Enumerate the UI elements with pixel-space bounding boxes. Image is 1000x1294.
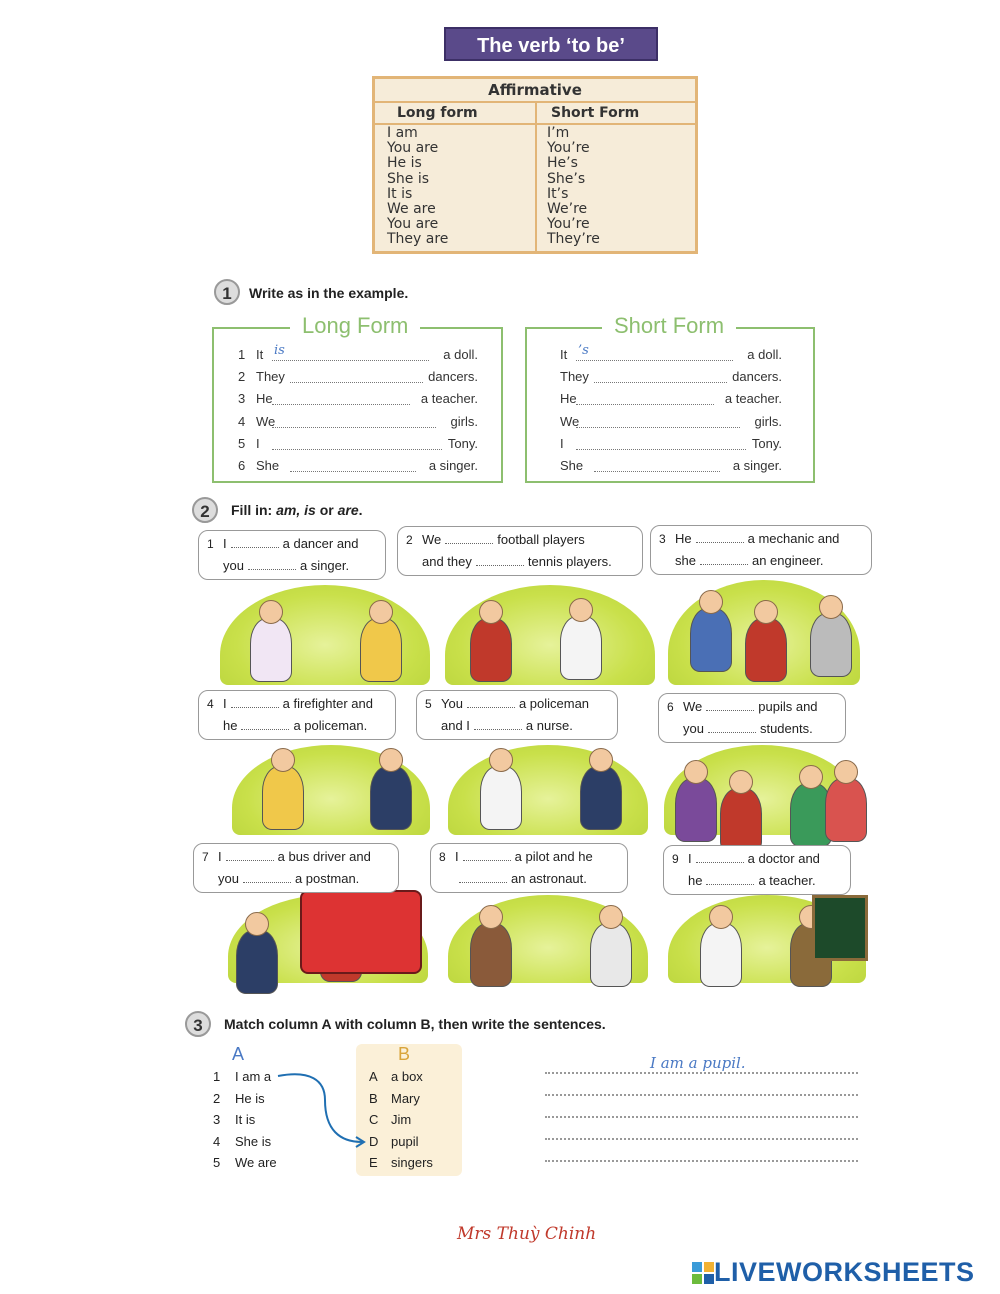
cartoon-figure bbox=[590, 923, 632, 987]
answer-blank[interactable] bbox=[476, 553, 524, 566]
row-ending: a doll. bbox=[747, 347, 782, 362]
item-text: Jim bbox=[391, 1112, 412, 1128]
item-number: 3 bbox=[213, 1112, 221, 1128]
cartoon-head bbox=[834, 760, 858, 784]
cartoon-head bbox=[589, 748, 613, 772]
grammar-table bbox=[372, 76, 698, 254]
bubble-text: We bbox=[422, 532, 442, 547]
bubble-text: students. bbox=[759, 721, 813, 736]
row-subject: She bbox=[560, 458, 584, 473]
row-subject: He bbox=[560, 391, 577, 407]
long-form-entry: You are bbox=[387, 140, 439, 157]
long-form-entry: I am bbox=[387, 125, 418, 141]
cartoon-head bbox=[819, 595, 843, 619]
answer-line-4[interactable] bbox=[545, 1137, 858, 1140]
bubble-text: a singer. bbox=[299, 558, 350, 573]
cartoon-figure bbox=[470, 618, 512, 682]
row-ending: a singer. bbox=[428, 458, 478, 473]
short-form-row bbox=[560, 436, 782, 451]
cartoon-figure bbox=[480, 766, 522, 830]
speech-bubble bbox=[430, 843, 628, 893]
exercise-2-number: 2 bbox=[192, 497, 218, 523]
column-a-item bbox=[213, 1131, 271, 1153]
bubble-number: 6 bbox=[667, 700, 674, 714]
short-form-entry: It’s bbox=[547, 185, 569, 202]
answer-blank[interactable] bbox=[445, 531, 493, 544]
bubble-text: a doctor and bbox=[747, 851, 820, 866]
long-form-blank[interactable] bbox=[272, 436, 442, 450]
bubble-line-2 bbox=[439, 868, 619, 890]
cartoon-head bbox=[754, 600, 778, 624]
short-form-entry: You’re bbox=[547, 140, 590, 157]
answer-blank[interactable] bbox=[467, 695, 515, 708]
short-form-entry: He’s bbox=[547, 155, 578, 172]
short-form-entry: We’re bbox=[547, 201, 588, 218]
bubble-line-1 bbox=[207, 533, 377, 555]
cartoon-head bbox=[245, 912, 269, 936]
bubble-line-2 bbox=[425, 715, 609, 737]
cartoon-head bbox=[569, 598, 593, 622]
short-form-blank[interactable] bbox=[594, 458, 720, 472]
short-form-blank[interactable] bbox=[576, 414, 740, 428]
column-b-item bbox=[369, 1066, 423, 1088]
bubble-line-2 bbox=[667, 718, 837, 740]
short-form-row bbox=[560, 458, 782, 473]
bubble-line-1 bbox=[659, 528, 863, 550]
brand-name: LIVEWORKSHEETS bbox=[714, 1257, 975, 1287]
row-ending: girls. bbox=[754, 413, 782, 429]
row-subject: They bbox=[256, 369, 285, 385]
column-a-item bbox=[213, 1152, 277, 1174]
cartoon-head bbox=[684, 760, 708, 784]
answer-blank[interactable] bbox=[696, 530, 744, 543]
speech-bubble bbox=[416, 690, 618, 740]
item-number: 5 bbox=[213, 1155, 221, 1171]
long-form-entry: It is bbox=[387, 185, 413, 202]
cartoon-figure bbox=[470, 923, 512, 987]
cartoon-head bbox=[729, 770, 753, 794]
bubble-line-2 bbox=[659, 550, 863, 572]
bubble-text: you bbox=[218, 871, 239, 886]
item-letter: E bbox=[369, 1155, 378, 1171]
cartoon-figure bbox=[690, 608, 732, 672]
bubble-line-1 bbox=[672, 848, 842, 870]
bubble-text: football players bbox=[497, 532, 585, 547]
row-ending: a doll. bbox=[443, 347, 478, 362]
bubble-text: I bbox=[223, 536, 227, 551]
bus-illustration bbox=[300, 890, 422, 974]
answer-blank[interactable] bbox=[463, 848, 511, 861]
row-ending: a singer. bbox=[732, 458, 782, 473]
cartoon-figure bbox=[675, 778, 717, 842]
cartoon-head bbox=[479, 600, 503, 624]
exercise-3-instruction: Match column A with column B, then write the sentences. bbox=[224, 1016, 606, 1032]
answer-text: is bbox=[274, 343, 285, 358]
speech-bubble bbox=[198, 530, 386, 580]
row-number: 4 bbox=[238, 413, 246, 429]
brand-logo bbox=[692, 1257, 975, 1288]
speech-bubble bbox=[397, 526, 643, 576]
answer-blank[interactable] bbox=[459, 870, 507, 883]
answer-line-5[interactable] bbox=[545, 1159, 858, 1162]
long-form-blank[interactable] bbox=[272, 391, 410, 405]
row-subject: We bbox=[256, 413, 276, 429]
row-subject: I bbox=[256, 435, 260, 451]
short-form-column bbox=[547, 126, 600, 248]
bubble-text: pupils and bbox=[758, 699, 818, 714]
answer-blank[interactable] bbox=[226, 848, 274, 861]
long-form-row bbox=[238, 458, 478, 473]
chalkboard bbox=[812, 895, 868, 961]
long-form-entry: You are bbox=[387, 216, 439, 233]
cartoon-figure bbox=[370, 766, 412, 830]
long-form-blank[interactable] bbox=[272, 414, 436, 428]
answer-blank[interactable] bbox=[248, 557, 296, 570]
instruction-end: . bbox=[358, 502, 363, 518]
long-form-column bbox=[387, 126, 448, 248]
example-answer: I am a pupil. bbox=[650, 1054, 746, 1072]
bubble-text: she bbox=[675, 553, 696, 568]
answer-blank[interactable] bbox=[231, 695, 279, 708]
bubble-text: I bbox=[455, 849, 459, 864]
row-ending: girls. bbox=[450, 413, 478, 429]
cartoon-figure bbox=[810, 613, 852, 677]
answer-blank[interactable] bbox=[706, 698, 754, 711]
speech-bubble bbox=[193, 843, 399, 893]
bubble-text: a policeman. bbox=[293, 718, 368, 733]
cartoon-head bbox=[709, 905, 733, 929]
bubble-line-2 bbox=[207, 715, 387, 737]
item-text: singers bbox=[391, 1155, 433, 1171]
cartoon-head bbox=[479, 905, 503, 929]
bubble-text: You bbox=[441, 696, 463, 711]
bubble-line-2 bbox=[202, 868, 390, 890]
short-form-blank[interactable] bbox=[576, 391, 714, 405]
column-a-item bbox=[213, 1088, 265, 1110]
liveworksheets-logo-icon bbox=[692, 1262, 714, 1284]
short-form-entry: They’re bbox=[547, 231, 600, 248]
bubble-text: a pilot and he bbox=[514, 849, 593, 864]
long-form-title: Long Form bbox=[290, 313, 420, 339]
bubble-text: and I bbox=[441, 718, 470, 733]
column-a-item bbox=[213, 1109, 255, 1131]
table-header-affirmative: Affirmative bbox=[375, 79, 695, 103]
bubble-text: tennis players. bbox=[527, 554, 612, 569]
bubble-line-1 bbox=[207, 693, 387, 715]
bubble-text: He bbox=[675, 531, 692, 546]
column-b-label: B bbox=[398, 1044, 411, 1064]
bubble-number: 3 bbox=[659, 532, 666, 546]
short-form-title: Short Form bbox=[602, 313, 736, 339]
cartoon-figure bbox=[360, 618, 402, 682]
bubble-number: 9 bbox=[672, 852, 679, 866]
answer-blank[interactable] bbox=[241, 717, 289, 730]
long-form-entry: They are bbox=[387, 231, 449, 248]
cartoon-figure bbox=[745, 618, 787, 682]
answer-blank[interactable] bbox=[474, 717, 522, 730]
row-subject: I bbox=[560, 435, 564, 451]
cartoon-head bbox=[699, 590, 723, 614]
item-letter: B bbox=[369, 1090, 378, 1106]
row-subject: We bbox=[560, 413, 580, 429]
exercise-2-instruction bbox=[231, 502, 363, 518]
answer-line-2[interactable] bbox=[545, 1093, 858, 1096]
exercise-1-instruction: Write as in the example. bbox=[249, 285, 409, 301]
answer-blank[interactable] bbox=[696, 850, 744, 863]
row-subject: He bbox=[256, 391, 273, 407]
cartoon-head bbox=[259, 600, 283, 624]
bubble-text: a dancer and bbox=[282, 536, 359, 551]
short-form-blank[interactable] bbox=[594, 369, 727, 383]
item-letter: C bbox=[369, 1112, 379, 1128]
bubble-line-1 bbox=[439, 846, 619, 868]
bubble-text: you bbox=[683, 721, 704, 736]
instruction-or: or bbox=[315, 502, 338, 518]
short-form-row bbox=[560, 343, 782, 362]
column-b-item bbox=[369, 1088, 420, 1110]
short-form-blank[interactable] bbox=[576, 343, 733, 361]
answer-blank[interactable] bbox=[231, 535, 279, 548]
exercise-1-number: 1 bbox=[214, 279, 240, 305]
bubble-line-1 bbox=[202, 846, 390, 868]
long-form-entry: She is bbox=[387, 170, 430, 187]
long-form-entry: He is bbox=[387, 155, 422, 172]
speech-bubble bbox=[663, 845, 851, 895]
row-ending: Tony. bbox=[447, 435, 478, 451]
short-form-entry: You’re bbox=[547, 216, 590, 233]
short-form-entry: I’m bbox=[547, 125, 570, 141]
answer-blank[interactable] bbox=[700, 552, 748, 565]
long-form-entry: We are bbox=[387, 201, 436, 218]
instruction-prefix: Fill in: bbox=[231, 502, 277, 518]
instruction-last: are bbox=[337, 502, 359, 518]
cartoon-figure bbox=[720, 788, 762, 852]
answer-text: ’s bbox=[578, 343, 589, 358]
bubble-text: he bbox=[688, 873, 703, 888]
item-number: 2 bbox=[213, 1090, 221, 1106]
cartoon-head bbox=[489, 748, 513, 772]
item-letter: A bbox=[369, 1069, 378, 1084]
bubble-line-1 bbox=[425, 693, 609, 715]
page-title: The verb ‘to be’ bbox=[444, 27, 658, 61]
bubble-line-1 bbox=[406, 529, 634, 551]
column-a-item bbox=[213, 1066, 271, 1088]
row-subject: It bbox=[256, 347, 264, 362]
bubble-text: I bbox=[223, 696, 227, 711]
cartoon-head bbox=[599, 905, 623, 929]
bubble-line-2 bbox=[672, 870, 842, 892]
row-number: 1 bbox=[238, 347, 246, 362]
bubble-text: a policeman bbox=[518, 696, 590, 711]
bubble-line-2 bbox=[207, 555, 377, 577]
answer-blank[interactable] bbox=[243, 870, 291, 883]
item-text: We are bbox=[235, 1155, 277, 1171]
bubble-text: and they bbox=[422, 554, 472, 569]
item-text: It is bbox=[235, 1112, 256, 1128]
bubble-line-1 bbox=[667, 696, 837, 718]
item-text: pupil bbox=[391, 1133, 419, 1149]
column-b-item bbox=[369, 1131, 418, 1153]
item-text: I am a bbox=[235, 1069, 272, 1084]
cartoon-head bbox=[369, 600, 393, 624]
short-form-row bbox=[560, 369, 782, 384]
bubble-number: 7 bbox=[202, 850, 209, 864]
bubble-number: 2 bbox=[406, 533, 413, 547]
item-letter: D bbox=[369, 1133, 379, 1149]
bubble-number: 5 bbox=[425, 697, 432, 711]
row-number: 3 bbox=[238, 391, 246, 407]
col-long-label: Long form bbox=[397, 105, 478, 121]
cartoon-figure bbox=[580, 766, 622, 830]
table-divider bbox=[535, 103, 537, 251]
row-number: 5 bbox=[238, 435, 246, 451]
bubble-text: a firefighter and bbox=[282, 696, 373, 711]
item-number: 4 bbox=[213, 1133, 221, 1149]
cartoon-figure bbox=[700, 923, 742, 987]
cartoon-head bbox=[379, 748, 403, 772]
row-number: 2 bbox=[238, 369, 246, 385]
bubble-text: an astronaut. bbox=[511, 871, 587, 886]
bubble-text: a nurse. bbox=[525, 718, 573, 733]
bubble-text: he bbox=[223, 718, 238, 733]
row-subject: She bbox=[256, 458, 280, 473]
answer-line-3[interactable] bbox=[545, 1115, 858, 1118]
column-b-item bbox=[369, 1152, 433, 1174]
item-text: a box bbox=[391, 1069, 423, 1084]
bubble-line-2 bbox=[406, 551, 634, 573]
speech-bubble bbox=[198, 690, 396, 740]
item-text: She is bbox=[235, 1133, 272, 1149]
speech-bubble bbox=[650, 525, 872, 575]
bubble-text: We bbox=[683, 699, 703, 714]
bubble-text: a bus driver and bbox=[277, 849, 371, 864]
exercise-3-number: 3 bbox=[185, 1011, 211, 1037]
short-form-blank[interactable] bbox=[576, 436, 746, 450]
long-form-row bbox=[238, 343, 478, 362]
row-ending: Tony. bbox=[751, 435, 782, 451]
short-form-row bbox=[560, 391, 782, 406]
row-ending: a teacher. bbox=[420, 391, 478, 407]
author-signature: Mrs Thuỳ Chinh bbox=[457, 1224, 597, 1244]
bubble-text: you bbox=[223, 558, 244, 573]
bubble-number: 1 bbox=[207, 537, 214, 551]
cartoon-figure bbox=[250, 618, 292, 682]
long-form-row bbox=[238, 436, 478, 451]
item-text: He is bbox=[235, 1090, 265, 1106]
row-subject: They bbox=[560, 369, 589, 385]
cartoon-figure bbox=[236, 930, 278, 994]
item-text: Mary bbox=[391, 1090, 420, 1106]
instruction-words: am, is bbox=[276, 502, 316, 518]
col-short-label: Short Form bbox=[551, 105, 640, 121]
item-number: 1 bbox=[213, 1069, 221, 1084]
short-form-row bbox=[560, 414, 782, 429]
answer-blank[interactable] bbox=[706, 872, 754, 885]
speech-bubble bbox=[658, 693, 846, 743]
bubble-text: I bbox=[218, 849, 222, 864]
row-subject: It bbox=[560, 347, 568, 362]
row-ending: dancers. bbox=[428, 369, 478, 385]
bubble-text: a mechanic and bbox=[747, 531, 840, 546]
row-ending: a teacher. bbox=[724, 391, 782, 407]
long-form-row bbox=[238, 369, 478, 384]
bubble-text: a postman. bbox=[294, 871, 360, 886]
column-b-item bbox=[369, 1109, 411, 1131]
cartoon-figure bbox=[262, 766, 304, 830]
cartoon-figure bbox=[560, 616, 602, 680]
bubble-text: an engineer. bbox=[751, 553, 824, 568]
cartoon-figure bbox=[825, 778, 867, 842]
bubble-text: I bbox=[688, 851, 692, 866]
long-form-row bbox=[238, 391, 478, 406]
match-arrow bbox=[270, 1070, 370, 1150]
long-form-blank[interactable] bbox=[290, 369, 423, 383]
cartoon-head bbox=[271, 748, 295, 772]
row-ending: dancers. bbox=[732, 369, 782, 385]
row-number: 6 bbox=[238, 458, 246, 473]
bubble-number: 8 bbox=[439, 850, 446, 864]
short-form-entry: She’s bbox=[547, 170, 586, 187]
long-form-row bbox=[238, 414, 478, 429]
bubble-text: a teacher. bbox=[758, 873, 816, 888]
answer-blank[interactable] bbox=[708, 720, 756, 733]
long-form-blank[interactable] bbox=[290, 458, 416, 472]
bubble-number: 4 bbox=[207, 697, 214, 711]
column-a-label: A bbox=[232, 1044, 245, 1064]
long-form-blank[interactable] bbox=[272, 343, 429, 361]
cartoon-head bbox=[799, 765, 823, 789]
